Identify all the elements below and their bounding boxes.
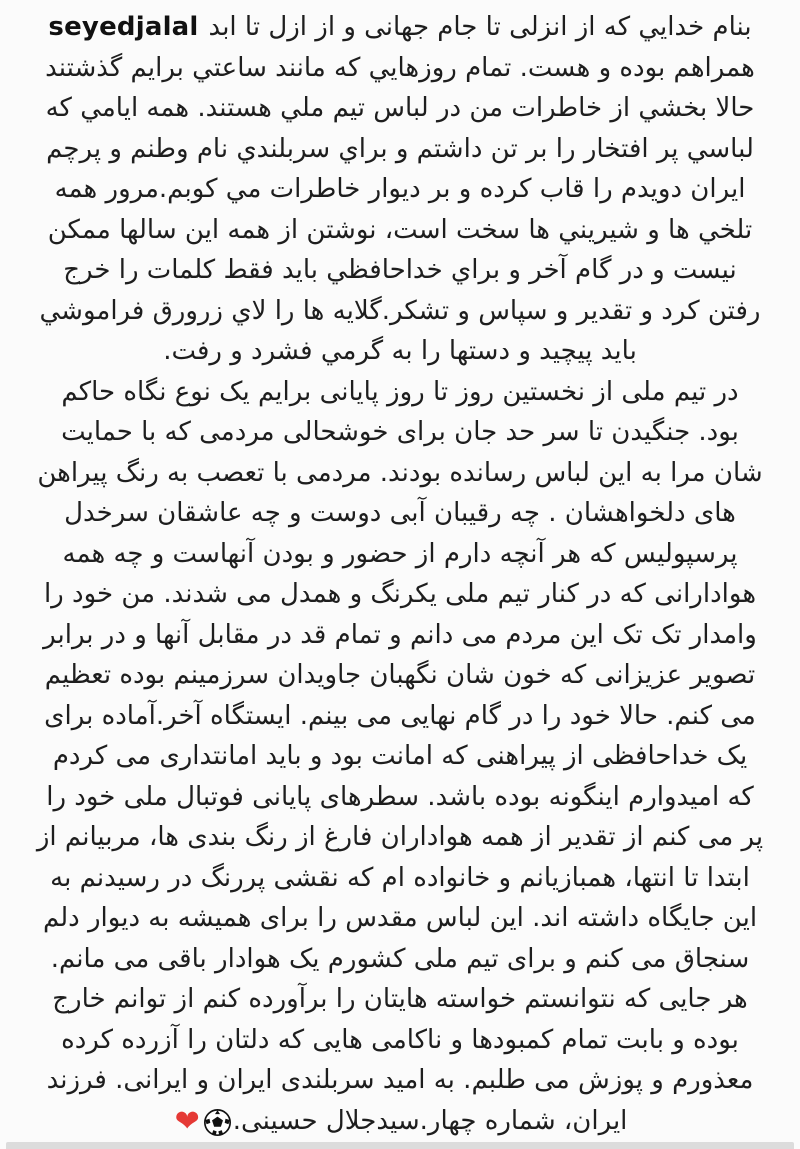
caption-line: های دلخواهشان . چه رقیبان آبی دوست و چه عاشقان سرخدل — [64, 498, 736, 528]
caption-line: پر می کنم از تقدیر از همه هواداران فارغ از رنگ بندی ها، مربیانم از — [36, 822, 764, 852]
caption-line: وامدار تک تک این مردم می دانم و تمام قد در مقابل آنها و در برابر — [43, 619, 757, 650]
heart-icon: ❤ — [174, 1103, 200, 1139]
caption-line: تصویر عزیزانی که خون شان نگهبان جاویدان سرزمینم بوده تعظیم — [44, 660, 756, 690]
caption-line: همراهم بوده و هست. تمام روزهايي كه مانند ساعتي برايم گذشتند — [45, 52, 755, 83]
caption-line: یک خداحافظی از پیراهنی که امانت بود و باید امانتداری می کردم — [52, 741, 748, 771]
caption-line: رفتن كرد و تقدير و سپاس و تشكر.گلايه ها را لاي زرورق فراموشي — [39, 295, 761, 326]
caption-line: نيست و در گام آخر و براي خداحافظي بايد فقط كلمات را خرج — [63, 255, 737, 285]
caption-line: معذورم و پوزش می طلبم. به امید سربلندی ایران و ایرانی. فرزند — [46, 1065, 754, 1095]
caption-line: این جایگاه داشته اند. این لباس مقدس را برای همیشه به دیوار دلم — [42, 903, 758, 933]
caption-line-first — [0, 7, 800, 48]
caption-line: پرسپولیس که هر آنچه دارم از حضور و بودن آنهاست و چه همه — [62, 538, 738, 569]
caption-line: حالا بخشي از خاطرات من در لباس تيم ملي هستند. همه ايامي كه — [45, 93, 755, 123]
soccer-ball-icon — [204, 1104, 231, 1145]
caption-lines-container — [0, 48, 800, 1101]
caption-line: بود. جنگیدن تا سر حد جان برای خوشحالی مردمی که با حمایت — [61, 417, 739, 447]
username[interactable]: seyedjalal — [48, 12, 199, 42]
caption-line: ابتدا تا انتها، همبازیانم و خانواده ام که نقشی پررنگ در رسیدنم به — [50, 862, 750, 893]
caption-line: می کنم. حالا خود را در گام نهایی می بینم. ایستگاه آخر.آماده برای — [44, 700, 756, 731]
caption-line: در تیم ملی از نخستین روز تا روز پایانی برایم یک نوع نگاه حاکم — [61, 376, 739, 407]
caption-line: تلخي ها و شيريني ها سخت است، نوشتن از همه اين سالها ممكن — [47, 214, 753, 245]
caption-line: هر جایی که نتوانستم خواسته هایتان را برآورده کنم از توانم خارج — [52, 984, 748, 1014]
caption-line-text: بنام خدايي كه از انزلی تا جام جهانی و از ازل تا ابد — [208, 12, 752, 42]
screenshot-bottom-edge — [6, 1142, 794, 1149]
caption-line-last — [0, 1101, 800, 1145]
caption-line: سنجاق می کنم و برای تیم ملی کشورم یک هوادار باقی می مانم. — [50, 943, 750, 974]
caption-line: بايد پيچيد و دستها را به گرمي فشرد و رفت. — [163, 336, 637, 366]
caption-line: لباسي پر افتخار را بر تن داشتم و براي سربلندي نام وطنم و پرچم — [46, 133, 754, 164]
caption-line: شان مرا به این لباس رسانده بودند. مردمی با تعصب به رنگ پیراهن — [37, 457, 763, 488]
caption-line: ايران دويدم را قاب كرده و بر ديوار خاطرات مي كوبم.مرور همه — [54, 174, 746, 204]
caption-line-text: ایران، شماره چهار.سیدجلال حسینی. — [232, 1105, 628, 1136]
caption-line: که امیدوارم اینگونه بوده باشد. سطرهای پایانی فوتبال ملی خود را — [46, 781, 754, 812]
caption-line: هوادارانی که در کنار تیم ملی یکرنگ و همدل می شدند. من خود را — [43, 579, 757, 609]
caption-line: بوده و بابت تمام کمبودها و ناکامی هایی که دلتان را آزرده کرده — [61, 1024, 739, 1055]
